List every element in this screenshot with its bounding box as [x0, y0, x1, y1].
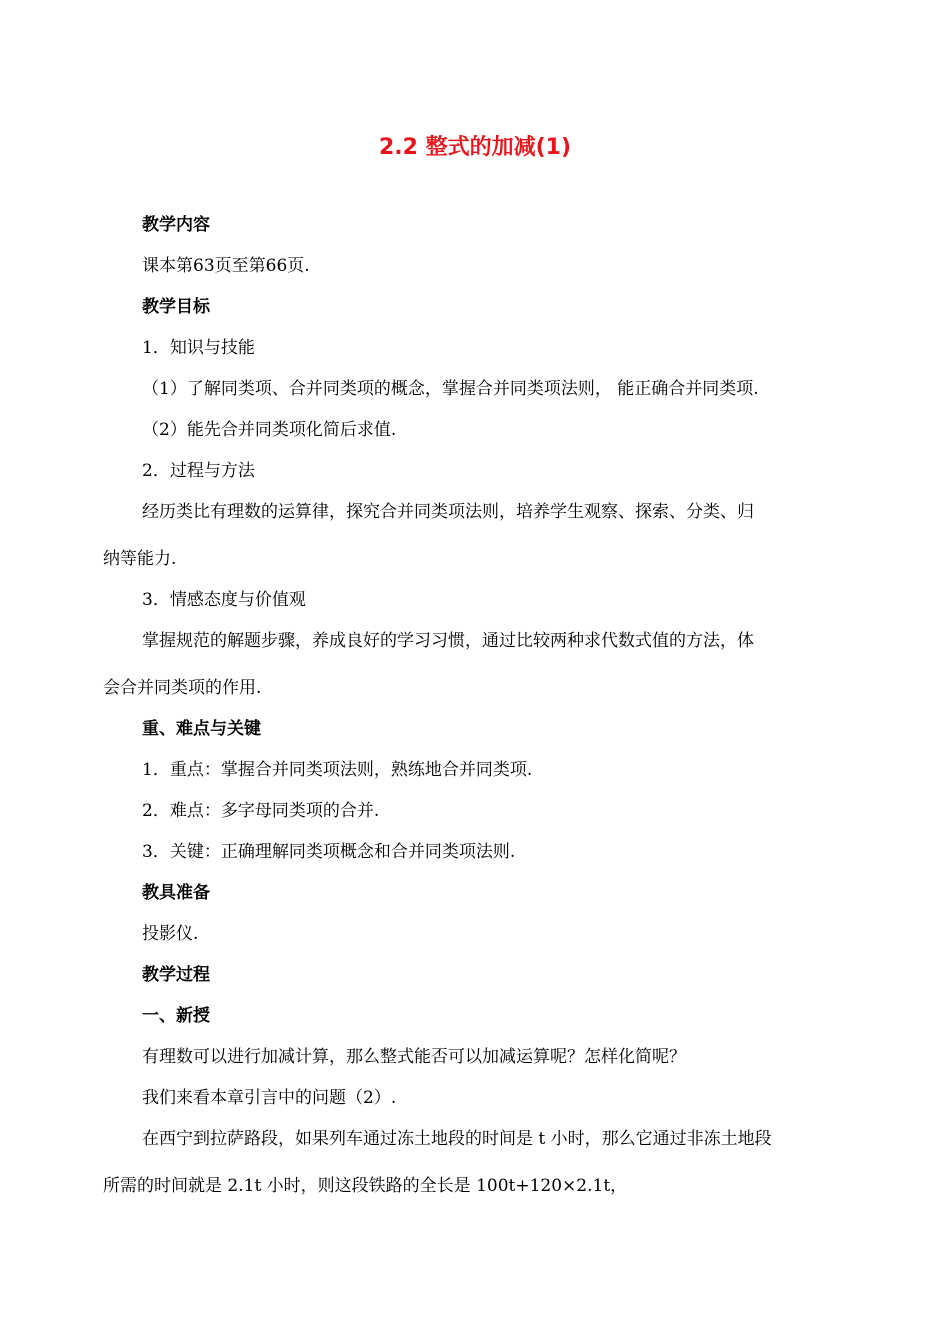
goal-1-item-a: （1）了解同类项、合并同类项的概念，掌握合并同类项法则， 能正确合并同类项.	[142, 379, 759, 399]
goal-1-item-b: （2）能先合并同类项化简后求值.	[142, 420, 397, 440]
goal-1-heading: 1．知识与技能	[142, 338, 255, 358]
goal-3-text-line-1: 掌握规范的解题步骤，养成良好的学习习惯，通过比较两种求代数式值的方法，体	[142, 631, 754, 651]
goal-2-text-line-2: 纳等能力.	[103, 549, 177, 569]
goal-2-text-line-1: 经历类比有理数的运算律，探究合并同类项法则，培养学生观察、探索、分类、归	[142, 502, 754, 522]
key-point-3: 3．关键：正确理解同类项概念和合并同类项法则.	[142, 842, 516, 862]
key-point-2: 2．难点：多字母同类项的合并.	[142, 801, 380, 821]
paragraph-3-line-1: 在西宁到拉萨路段，如果列车通过冻土地段的时间是 t 小时，那么它通过非冻土地段	[142, 1129, 772, 1149]
key-point-1: 1．重点：掌握合并同类项法则，熟练地合并同类项.	[142, 760, 533, 780]
document-title: 2.2 整式的加减(1)	[378, 135, 572, 160]
content-text: 课本第63页至第66页.	[142, 256, 310, 276]
section-heading-key-points: 重、难点与关键	[142, 719, 261, 739]
goal-3-heading: 3．情感态度与价值观	[142, 590, 306, 610]
section-heading-tools: 教具准备	[142, 883, 210, 903]
goal-2-heading: 2．过程与方法	[142, 461, 255, 481]
tools-text: 投影仪.	[142, 924, 199, 944]
section-heading-content: 教学内容	[142, 215, 210, 235]
paragraph-2: 我们来看本章引言中的问题（2）.	[142, 1088, 397, 1108]
paragraph-3-line-2: 所需的时间就是 2.1t 小时，则这段铁路的全长是 100t+120×2.1t，	[103, 1176, 628, 1196]
section-heading-process: 教学过程	[142, 965, 210, 985]
section-heading-goals: 教学目标	[142, 297, 210, 317]
goal-3-text-line-2: 会合并同类项的作用.	[103, 678, 262, 698]
subsection-heading-new-lesson: 一、新授	[142, 1006, 210, 1026]
paragraph-1: 有理数可以进行加减计算，那么整式能否可以加减运算呢？怎样化简呢？	[142, 1047, 686, 1067]
